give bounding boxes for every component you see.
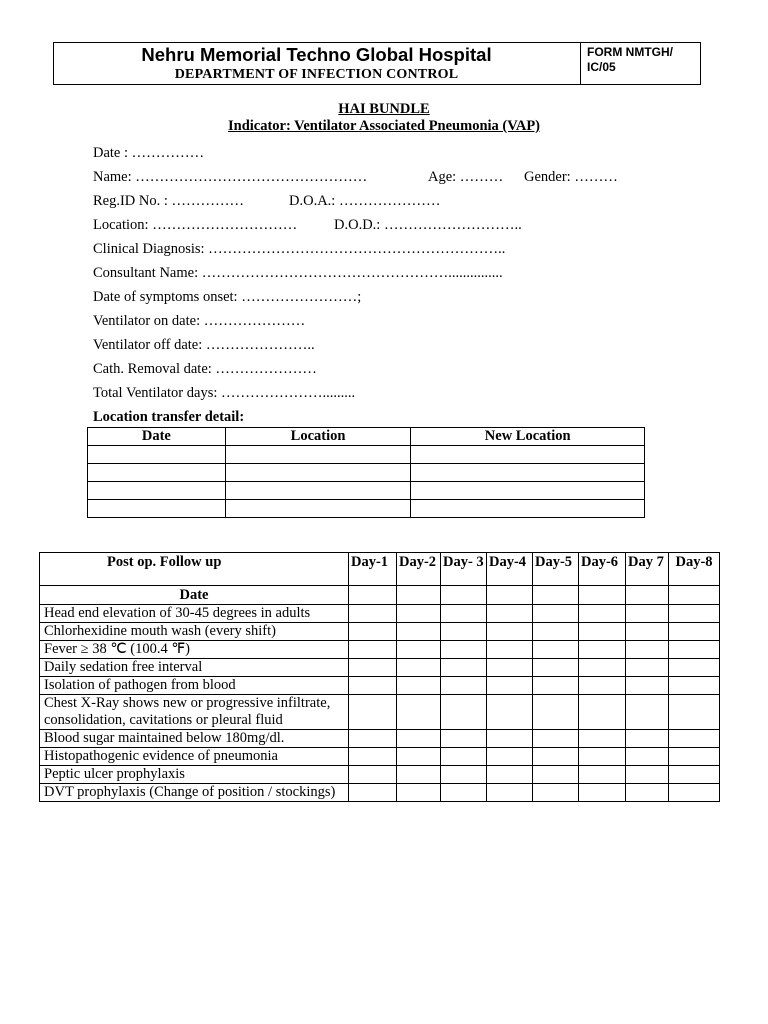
table-row <box>40 695 720 730</box>
table-cell[interactable] <box>441 784 487 802</box>
table-cell[interactable] <box>349 766 397 784</box>
name-field[interactable]: Name: ………………………………………… <box>93 169 368 185</box>
column-header: New Location <box>411 428 645 446</box>
table-cell[interactable] <box>533 605 579 623</box>
criterion-label: Chest X-Ray shows new or progressive infiltrate, consolidation, cavitations or pleural fluid <box>40 695 349 730</box>
table-row <box>40 766 720 784</box>
table-cell[interactable] <box>626 659 669 677</box>
table-cell[interactable] <box>487 605 533 623</box>
column-header: Location <box>225 428 411 446</box>
table-cell[interactable] <box>626 586 669 605</box>
table-row <box>40 641 720 659</box>
table-row <box>88 500 645 518</box>
table-cell[interactable] <box>487 659 533 677</box>
table-cell[interactable] <box>225 482 411 500</box>
table-cell[interactable] <box>441 695 487 730</box>
table-cell[interactable] <box>579 659 626 677</box>
table-cell[interactable] <box>349 784 397 802</box>
day-header: Day-4 <box>487 553 533 586</box>
consultant-field[interactable]: Consultant Name: ……………………………………………............... <box>93 265 503 281</box>
table-cell[interactable] <box>441 677 487 695</box>
table-cell[interactable] <box>626 766 669 784</box>
table-cell[interactable] <box>487 695 533 730</box>
table-cell[interactable] <box>626 641 669 659</box>
day-header: Day 7 <box>626 553 669 586</box>
table-cell[interactable] <box>88 464 226 482</box>
table-cell[interactable] <box>533 766 579 784</box>
table-cell[interactable] <box>88 500 226 518</box>
table-cell[interactable] <box>349 641 397 659</box>
table-cell[interactable] <box>533 748 579 766</box>
table-cell[interactable] <box>626 677 669 695</box>
table-cell[interactable] <box>88 482 226 500</box>
table-cell[interactable] <box>669 605 720 623</box>
regid-field[interactable]: Reg.ID No. : …………… <box>93 193 245 209</box>
day-header: Day-8 <box>669 553 720 586</box>
column-header: Date <box>88 428 226 446</box>
table-cell[interactable] <box>626 695 669 730</box>
table-cell[interactable] <box>349 730 397 748</box>
table-cell[interactable] <box>626 748 669 766</box>
table-row <box>88 482 645 500</box>
table-cell[interactable] <box>533 730 579 748</box>
day-header: Day-6 <box>579 553 626 586</box>
day-header: Day-2 <box>397 553 441 586</box>
table-row <box>40 605 720 623</box>
table-cell[interactable] <box>349 605 397 623</box>
table-row <box>40 659 720 677</box>
table-cell[interactable] <box>669 641 720 659</box>
table-cell[interactable] <box>441 748 487 766</box>
location-field[interactable]: Location: ………………………… <box>93 217 298 233</box>
table-cell[interactable] <box>487 730 533 748</box>
total-ventilator-days-field[interactable]: Total Ventilator days: …………………......... <box>93 385 356 401</box>
table-cell[interactable] <box>397 586 441 605</box>
table-cell[interactable] <box>579 623 626 641</box>
table-cell[interactable] <box>669 784 720 802</box>
table-cell[interactable] <box>487 766 533 784</box>
followup-header-row <box>40 553 720 586</box>
table-row <box>40 784 720 802</box>
header-divider <box>580 42 581 85</box>
age-field[interactable]: Age: ……… <box>428 169 504 185</box>
table-cell[interactable] <box>225 464 411 482</box>
day-header: Day-5 <box>533 553 579 586</box>
table-cell[interactable] <box>441 730 487 748</box>
table-cell[interactable] <box>397 695 441 730</box>
table-cell[interactable] <box>441 586 487 605</box>
ventilator-on-field[interactable]: Ventilator on date: ………………… <box>93 313 306 329</box>
table-cell[interactable] <box>441 623 487 641</box>
cath-removal-field[interactable]: Cath. Removal date: ………………… <box>93 361 317 377</box>
table-cell[interactable] <box>533 641 579 659</box>
table-cell[interactable] <box>397 641 441 659</box>
date-field[interactable]: Date : …………… <box>93 145 205 161</box>
followup-date-row <box>40 586 720 605</box>
table-cell[interactable] <box>579 677 626 695</box>
followup-header-label: Post op. Follow up <box>40 553 349 586</box>
dod-field[interactable]: D.O.D.: ……………………….. <box>334 217 522 233</box>
table-cell[interactable] <box>411 500 645 518</box>
form-title: HAI BUNDLE <box>338 101 430 117</box>
table-cell[interactable] <box>579 748 626 766</box>
table-row <box>40 730 720 748</box>
location-transfer-table <box>87 427 645 518</box>
criterion-label: Daily sedation free interval <box>40 659 349 677</box>
gender-field[interactable]: Gender: ……… <box>524 169 618 185</box>
table-cell[interactable] <box>411 464 645 482</box>
table-cell[interactable] <box>397 677 441 695</box>
table-row <box>40 748 720 766</box>
table-cell[interactable] <box>579 695 626 730</box>
table-cell[interactable] <box>669 748 720 766</box>
table-cell[interactable] <box>441 659 487 677</box>
day-header: Day-1 <box>349 553 397 586</box>
table-cell[interactable] <box>349 623 397 641</box>
date-label: Date <box>40 586 349 605</box>
hospital-name: Nehru Memorial Techno Global Hospital <box>141 44 492 65</box>
table-cell[interactable] <box>533 677 579 695</box>
table-cell[interactable] <box>441 605 487 623</box>
table-cell[interactable] <box>579 605 626 623</box>
table-cell[interactable] <box>669 623 720 641</box>
criterion-label: Peptic ulcer prophylaxis <box>40 766 349 784</box>
table-cell[interactable] <box>669 695 720 730</box>
table-cell[interactable] <box>441 641 487 659</box>
table-cell[interactable] <box>579 784 626 802</box>
table-cell[interactable] <box>626 623 669 641</box>
diagnosis-field[interactable]: Clinical Diagnosis: …………………………………………………….. <box>93 241 506 257</box>
table-cell[interactable] <box>533 784 579 802</box>
table-cell[interactable] <box>397 730 441 748</box>
table-cell[interactable] <box>487 623 533 641</box>
table-cell[interactable] <box>487 586 533 605</box>
criterion-label: Head end elevation of 30-45 degrees in adults <box>40 605 349 623</box>
table-row <box>88 464 645 482</box>
table-cell[interactable] <box>397 784 441 802</box>
table-cell[interactable] <box>669 677 720 695</box>
table-cell[interactable] <box>487 677 533 695</box>
table-cell[interactable] <box>669 586 720 605</box>
table-cell[interactable] <box>533 695 579 730</box>
table-cell[interactable] <box>397 748 441 766</box>
table-cell[interactable] <box>411 482 645 500</box>
table-cell[interactable] <box>349 586 397 605</box>
table-cell[interactable] <box>669 659 720 677</box>
criterion-label: Isolation of pathogen from blood <box>40 677 349 695</box>
criterion-label: Chlorhexidine mouth wash (every shift) <box>40 623 349 641</box>
table-cell[interactable] <box>487 641 533 659</box>
table-cell[interactable] <box>579 641 626 659</box>
table-row <box>40 623 720 641</box>
table-cell[interactable] <box>349 695 397 730</box>
table-cell[interactable] <box>397 623 441 641</box>
day-header: Day- 3 <box>441 553 487 586</box>
table-cell[interactable] <box>397 659 441 677</box>
table-cell[interactable] <box>579 730 626 748</box>
table-header-row <box>88 428 645 446</box>
criterion-label: Blood sugar maintained below 180mg/dl. <box>40 730 349 748</box>
table-cell[interactable] <box>88 446 226 464</box>
table-cell[interactable] <box>626 730 669 748</box>
table-cell[interactable] <box>626 784 669 802</box>
symptoms-onset-field[interactable]: Date of symptoms onset: ……………………; <box>93 289 362 305</box>
form-code: FORM NMTGH/ IC/05 <box>587 45 673 74</box>
table-cell[interactable] <box>441 766 487 784</box>
department-name: DEPARTMENT OF INFECTION CONTROL <box>174 67 459 82</box>
table-cell[interactable] <box>487 748 533 766</box>
doa-field[interactable]: D.O.A.: ………………… <box>289 193 441 209</box>
table-cell[interactable] <box>533 623 579 641</box>
followup-table <box>39 552 720 802</box>
table-cell[interactable] <box>669 730 720 748</box>
table-cell[interactable] <box>397 605 441 623</box>
location-transfer-heading: Location transfer detail: <box>93 409 245 425</box>
table-cell[interactable] <box>349 748 397 766</box>
table-row <box>40 677 720 695</box>
table-cell[interactable] <box>397 766 441 784</box>
table-cell[interactable] <box>579 766 626 784</box>
table-cell[interactable] <box>411 446 645 464</box>
criterion-label: Fever ≥ 38 ℃ (100.4 ℉) <box>40 641 349 659</box>
criterion-label: DVT prophylaxis (Change of position / stockings) <box>40 784 349 802</box>
table-cell[interactable] <box>349 659 397 677</box>
table-cell[interactable] <box>626 605 669 623</box>
table-cell[interactable] <box>225 500 411 518</box>
table-cell[interactable] <box>533 659 579 677</box>
table-cell[interactable] <box>533 586 579 605</box>
table-cell[interactable] <box>349 677 397 695</box>
table-cell[interactable] <box>225 446 411 464</box>
table-row <box>88 446 645 464</box>
criterion-label: Histopathogenic evidence of pneumonia <box>40 748 349 766</box>
table-cell[interactable] <box>487 784 533 802</box>
table-cell[interactable] <box>579 586 626 605</box>
ventilator-off-field[interactable]: Ventilator off date: ………………….. <box>93 337 315 353</box>
form-subtitle: Indicator: Ventilator Associated Pneumonia (VAP) <box>227 118 541 134</box>
table-cell[interactable] <box>669 766 720 784</box>
